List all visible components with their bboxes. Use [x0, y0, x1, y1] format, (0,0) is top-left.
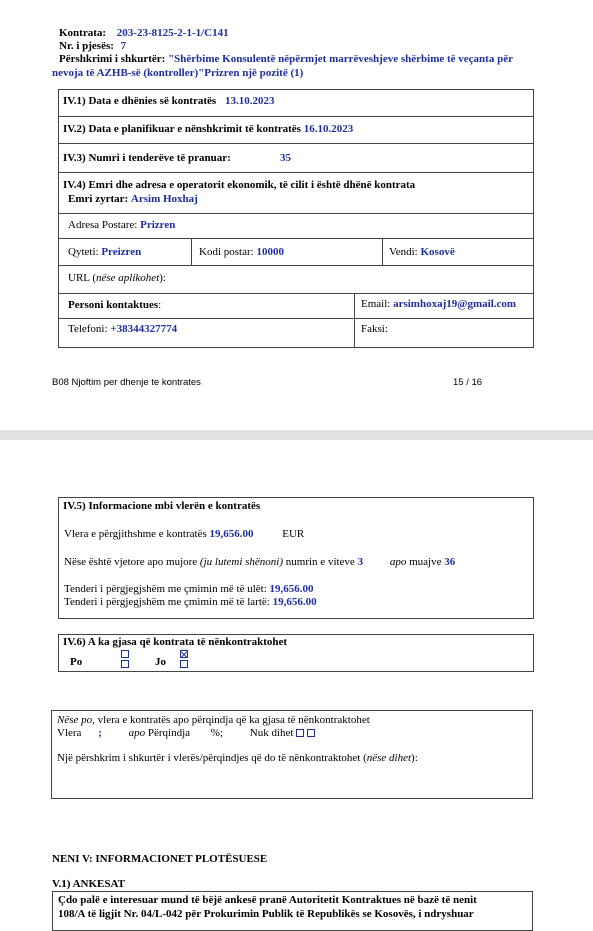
section-iv4-box	[58, 172, 534, 348]
section-iv2-label: IV.2) Data e planifikuar e nënshkrimit të kontratës	[63, 123, 301, 135]
contract-number: 203-23-8125-2-1-1/C141	[116, 27, 229, 39]
section-iv2-box	[58, 116, 534, 144]
city-label: Qyteti:	[68, 246, 99, 258]
signing-date: 16.10.2023	[303, 123, 354, 135]
part-number: 7	[120, 40, 127, 52]
official-name-label: Emri zyrtar:	[68, 193, 129, 205]
url-line: URL (nëse aplikohet):	[68, 272, 166, 284]
highest-label: Tenderi i përgjegjshëm me çmimin më të lartë:	[64, 596, 270, 608]
subcontract-percent-suffix: %;	[210, 727, 224, 739]
email-label: Email:	[361, 298, 391, 310]
section-iv3-label: IV.3) Numri i tenderëve të pranuar:	[63, 152, 231, 164]
complaints-box	[52, 891, 533, 931]
subcontract-percent-label: Përqindja	[147, 727, 191, 739]
short-description-label: Përshkrimi i shkurtër:	[59, 53, 166, 65]
divider	[191, 239, 192, 265]
subcontract-box	[51, 710, 533, 799]
complaints-text-2: 108/A të ligjit Nr. 04/L-042 për Prokurimin Publik të Republikës se Kosovës, i ndryshuar	[58, 908, 474, 920]
section-iv1-label: IV.1) Data e dhënies së kontratës	[63, 95, 217, 107]
section-v-title: NENI V: INFORMACIONET PLOTËSUESE	[52, 853, 268, 865]
no-checkbox-checked[interactable]	[180, 650, 188, 658]
official-name: Arsim Hoxhaj	[130, 193, 198, 205]
currency: EUR	[282, 528, 305, 540]
no-label: Jo	[155, 656, 166, 668]
postal-address: Prizren	[140, 219, 176, 231]
divider	[382, 239, 383, 265]
contract-label: Kontrata:	[59, 27, 107, 39]
total-value-label: Vlera e përgjithshme e kontratës	[64, 528, 207, 540]
country-value: Kosovë	[420, 246, 455, 258]
multiyear-label: Nëse është vjetore apo mujore	[64, 556, 198, 568]
divider	[58, 265, 534, 266]
page-number: 15 / 16	[453, 377, 483, 388]
divider	[354, 294, 355, 348]
fax-label: Faksi:	[361, 323, 388, 335]
unknown-label: Nuk dihet	[249, 727, 294, 739]
part-number-line	[59, 40, 126, 52]
or-label: apo	[389, 556, 407, 568]
section-iv5-box	[58, 497, 534, 619]
section-iv3-box	[58, 143, 534, 173]
total-value: 19,656.00	[209, 528, 254, 540]
city-value: Preizren	[101, 246, 142, 258]
no-checkbox[interactable]	[180, 660, 188, 668]
unknown-checkbox-2[interactable]	[307, 729, 315, 737]
complaints-text-1: Çdo palë e interesuar mund të bëjë ankesë pranë Autoritetit Kontraktues në bazë të nenit	[58, 894, 477, 906]
highest-value: 19,656.00	[272, 596, 317, 608]
short-description	[59, 53, 539, 66]
lowest-label: Tenderi i përgjegjshëm me çmimin më të ulët:	[64, 583, 267, 595]
email-value[interactable]: arsimhoxaj19@gmail.com	[393, 298, 517, 310]
zip-label: Kodi postar:	[199, 246, 254, 258]
section-iv6-label: IV.6) A ka gjasa që kontrata të nënkontraktohet	[63, 636, 288, 648]
page-separator	[0, 430, 593, 440]
yes-checkbox-top[interactable]	[121, 650, 129, 658]
zip-value: 10000	[256, 246, 284, 258]
months-label: muajve	[409, 556, 442, 568]
short-description-value-2: nevoja të AZHB-së (kontroller)"Prizren një pozitë (1)	[52, 67, 304, 79]
subcontract-description-label: Një përshkrim i shkurtër i vlerës/përqindjes që do të nënkontraktohet (nëse dihet):	[57, 752, 418, 764]
divider	[58, 293, 534, 294]
contract-number-line	[59, 27, 229, 39]
short-description-value-1: "Shërbime Konsulentë nëpërmjet marrëveshjeve shërbime të veçanta për	[168, 53, 513, 65]
award-date: 13.10.2023	[224, 95, 275, 107]
divider	[58, 213, 534, 214]
divider	[58, 238, 534, 239]
subcontract-intro: Nëse po, vlera e kontratës apo përqindja që ka gjasa të nënkontraktohet	[57, 714, 370, 726]
unknown-checkbox-1[interactable]	[296, 729, 304, 737]
section-iv6-box	[58, 634, 534, 672]
tender-count: 35	[280, 152, 291, 164]
lowest-value: 19,656.00	[269, 583, 314, 595]
multiyear-hint: (ju lutemi shënoni)	[199, 556, 284, 568]
section-v1-title: V.1) ANKESAT	[52, 878, 125, 890]
part-label: Nr. i pjesës:	[59, 40, 114, 52]
divider	[58, 318, 534, 319]
country-label: Vendi:	[389, 246, 418, 258]
subcontract-semicolon: ;	[98, 727, 102, 739]
section-iv5-label: IV.5) Informacione mbi vlerën e kontratës	[63, 500, 261, 512]
form-footer-label: B08 Njoftim per dhenje te kontrates	[52, 377, 201, 388]
phone-label: Telefoni:	[68, 323, 108, 335]
contact-person-label: Personi kontaktues	[68, 299, 159, 311]
phone-value: +38344327774	[110, 323, 178, 335]
subcontract-value-label: Vlera	[57, 727, 82, 739]
multiyear-rest: numrin e viteve	[285, 556, 355, 568]
yes-checkbox[interactable]	[121, 660, 129, 668]
yes-label: Po	[70, 656, 83, 668]
contact-person-line: Personi kontaktues:	[68, 299, 162, 311]
section-iv1-box	[58, 89, 534, 117]
years-value: 3	[357, 556, 364, 568]
months-value: 36	[444, 556, 456, 568]
postal-address-label: Adresa Postare:	[68, 219, 138, 231]
section-iv4-label: IV.4) Emri dhe adresa e operatorit ekonomik, të cilit i është dhënë kontrata	[63, 179, 416, 191]
subcontract-or: apo	[128, 727, 146, 739]
